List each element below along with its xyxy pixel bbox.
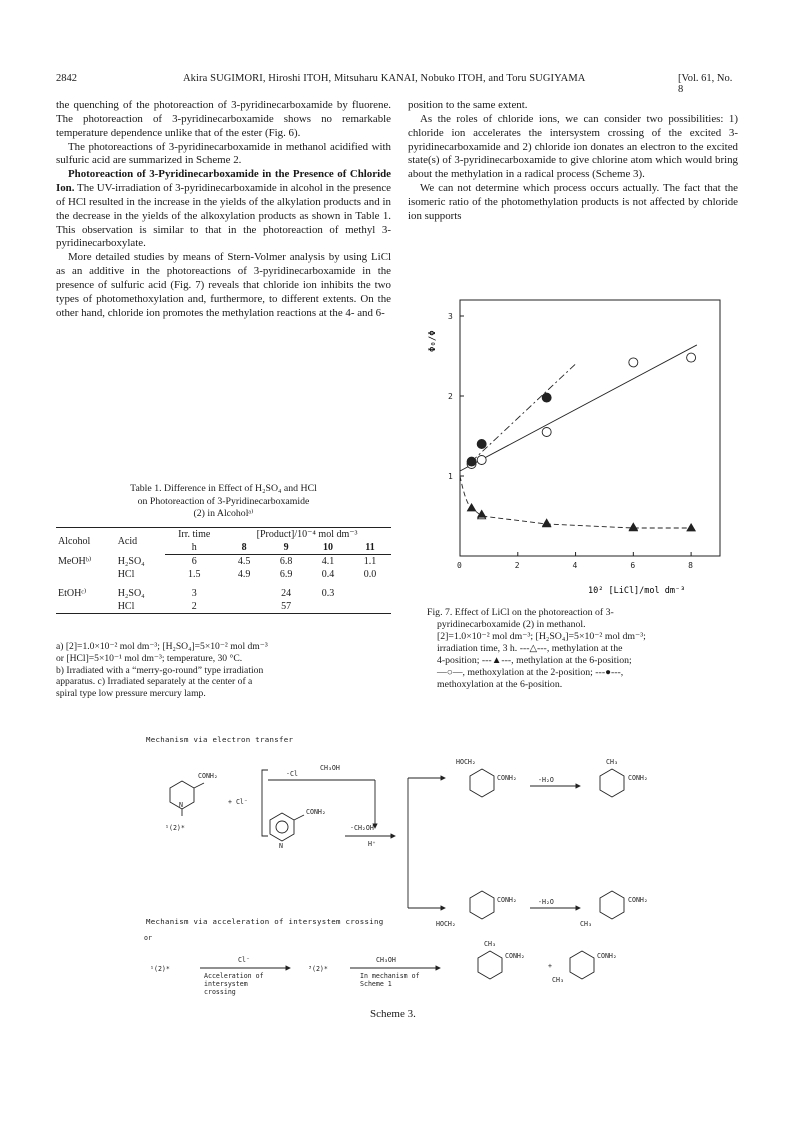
isc-note: Acceleration of <box>204 972 264 980</box>
table-cell: 0.3 <box>321 588 335 599</box>
product-pyridine-structure <box>478 951 502 979</box>
series-markers <box>467 353 696 531</box>
table-cell: 0.0 <box>363 569 377 580</box>
paragraph: We can not determine which process occurs actually. The fact that the isomeric ratio of the photomethylation products is not affected by chloride ion supports <box>408 182 738 222</box>
scheme-caption: Scheme 3. <box>370 1008 416 1020</box>
table-footnotes <box>56 641 391 700</box>
data-point <box>629 523 637 530</box>
paragraph: the quenching of the photoreaction of 3-pyridinecarboxamide by fluorene. The photoreaction of 3-pyridinecarboxamide shows no remarkable temperature dependence unlike that of the ester (Fig. 6). <box>56 99 391 139</box>
x-tick-label: 4 <box>572 561 578 570</box>
paragraph: As the roles of chloride ions, we can consider two possibilities: 1) chloride ion accelerates the intersystem crossing of the excited 3-pyridinecarboxamide and 2) chloride ion donates an electron to the excited state(s) of 3-pyridinecarboxamide to give chlorine atom which would bring about the methylation in a radical process (Scheme 3). <box>408 112 738 181</box>
x-tick-label: 2 <box>514 561 520 570</box>
bond-line <box>194 783 204 788</box>
scheme-heading: Mechanism via electron transfer <box>146 735 294 744</box>
table-row <box>56 581 391 600</box>
dihydropyridine-structure <box>470 769 494 797</box>
table-cell <box>349 581 391 600</box>
scheme1-note: In mechanism of <box>360 972 420 980</box>
data-point <box>477 440 486 449</box>
conh2-label: CONH₂ <box>497 896 517 904</box>
table-cell: 1.5 <box>187 569 201 580</box>
product-pyridine-structure <box>570 951 594 979</box>
table-cell: 6.8 <box>279 556 293 567</box>
data-table <box>56 527 391 614</box>
data-point <box>687 353 696 362</box>
conh2-label: CONH₂ <box>597 952 617 960</box>
series-line <box>472 364 576 462</box>
paragraph-body: The UV-irradiation of 3-pyridinecarboxamide in alcohol in the presence of HCl resulted in the increase in the yields of the alkylation products and in the decrease in the yields of the alkoxylation products as shown in Table 1. This observation is similar to that in the photoreaction of methyl 3-pyridinecarboxylate. <box>56 182 391 250</box>
column-header: [Product]/10⁻⁴ mol dm⁻³ <box>223 528 391 542</box>
table-cell <box>223 600 265 614</box>
table-cell: HCl <box>117 569 135 580</box>
figure-caption <box>427 607 727 691</box>
table-cell: HCl <box>116 600 166 614</box>
compound-label: ¹(2)* <box>165 824 185 832</box>
isc-note: intersystem <box>204 980 248 988</box>
table-header-row <box>56 528 391 542</box>
table-cell: 2 <box>165 600 223 614</box>
hydroxymethyl-radical-label: ·CH₂OH <box>350 824 374 832</box>
scheme1-note: Scheme 1 <box>360 980 392 988</box>
table-cell: 0.4 <box>321 569 335 580</box>
right-column <box>408 99 738 224</box>
series-line <box>460 476 691 528</box>
water-loss-label: -H₂O <box>538 898 554 906</box>
product-pyridine-structure <box>600 769 624 797</box>
compound-label: ³(2)* <box>308 965 328 973</box>
y-tick-label: 1 <box>448 472 453 481</box>
data-point <box>543 519 551 526</box>
x-tick-label: 8 <box>688 561 693 570</box>
table-cell: 3 <box>191 588 197 599</box>
figure-7-chart <box>420 290 730 600</box>
data-point <box>542 393 551 402</box>
conh2-label: CONH₂ <box>306 808 326 816</box>
nitrogen-label: N <box>279 842 283 850</box>
table-cell: H₂SO₄ <box>117 555 145 567</box>
table-cell: H₂SO₄ <box>117 588 145 599</box>
cl-radical-label: ·Cl <box>286 770 298 778</box>
x-tick-label: 0 <box>457 561 462 570</box>
table-cell <box>56 568 116 581</box>
data-point <box>467 457 476 466</box>
column-subheader: h <box>165 541 223 555</box>
chloride-label: Cl⁻ <box>238 956 250 964</box>
paragraph: position to the same extent. <box>408 99 528 111</box>
figure-caption-line: irradiation time, 3 h. ---△---, methylation at the <box>437 643 623 654</box>
footnote-line: b) Irradiated with a “merry-go-round” type irradiation <box>56 664 264 676</box>
table-caption <box>56 483 391 521</box>
figure-caption-line: Fig. 7. Effect of LiCl on the photoreaction of 3- <box>427 607 614 618</box>
methanol-label: CH₃OH <box>320 764 340 772</box>
compound-label: ¹(2)* <box>150 965 170 973</box>
table-cell: 57 <box>265 600 307 614</box>
dihydropyridine-structure <box>470 891 494 919</box>
table-row <box>56 568 391 581</box>
footnote-line: or [HCl]=5×10⁻¹ mol dm⁻³; temperature, 30 °C. <box>56 652 243 664</box>
table-cell: 4.5 <box>237 556 251 567</box>
table-row <box>56 555 391 569</box>
figure-caption-line: —○—, methoxylation at the 2-position; ---●---, <box>437 667 624 678</box>
conh2-label: CONH₂ <box>198 772 218 780</box>
figure-caption-line: pyridinecarboxamide (2) in methanol. <box>437 619 586 630</box>
methyl-label: CH₃ <box>606 758 618 766</box>
or-label: or <box>144 934 152 942</box>
scheme-heading: Mechanism via acceleration of intersystem crossing <box>146 917 384 926</box>
series-line <box>460 345 697 471</box>
y-axis-label: Φ₀/Φ <box>428 330 438 352</box>
bracket <box>262 770 268 836</box>
data-point <box>468 504 476 511</box>
data-point <box>687 524 695 531</box>
table-cell: MeOHᵇ⁾ <box>58 555 92 567</box>
x-axis-label: 10² [LiCl]/mol dm⁻³ <box>588 586 686 596</box>
bond-line <box>294 815 304 820</box>
methyl-label: CH₃ <box>552 976 564 984</box>
footnote-line: apparatus. c) Irradiated separately at the center of a <box>56 676 253 688</box>
methyl-label: CH₃ <box>484 940 496 948</box>
figure-caption-line: methoxylation at the 6-position. <box>437 679 563 690</box>
y-tick-label: 3 <box>448 312 453 321</box>
series-lines <box>460 345 697 528</box>
radical-dot <box>276 821 288 833</box>
left-column <box>56 99 391 321</box>
methanol-label: CH₃OH <box>376 956 396 964</box>
header-authors: Akira SUGIMORI, Hiroshi ITOH, Mitsuharu KANAI, Nobuko ITOH, and Toru SUGIYAMA <box>183 73 586 84</box>
table-cell <box>349 600 391 614</box>
data-point <box>629 358 638 367</box>
water-loss-label: -H₂O <box>538 776 554 784</box>
footnote-line: a) [2]=1.0×10⁻² mol dm⁻³; [H₂SO₄]=5×10⁻² mol dm⁻³ <box>56 641 268 652</box>
figure-caption-line: 4-position; ---▲---, methylation at the 6-position; <box>437 655 632 666</box>
data-point <box>542 428 551 437</box>
section-paragraph <box>56 168 391 251</box>
table-row <box>56 600 391 614</box>
plus-sign: + <box>548 962 552 970</box>
column-header: Acid <box>116 528 166 555</box>
proton-label: H⁺ <box>368 840 376 848</box>
data-point <box>477 456 486 465</box>
column-header: Irr. time <box>165 528 223 542</box>
paragraph: More detailed studies by means of Stern-Volmer analysis by using LiCl as an additive in the photoreactions of 3-pyridinecarboxamide in the presence of sulfuric acid (Fig. 7) reveals that chloride ion inhibits the two types of photomethoxylation and, furthermore, to different extents. On the other hand, chloride ion promotes the methylation reactions at the 4- and 6- <box>56 251 391 319</box>
paragraph: The photoreactions of 3-pyridinecarboxamide in methanol acidified with sulfuric acid are summarized in Scheme 2. <box>56 140 391 167</box>
header-volume: [Vol. 61, No. 8 <box>678 73 733 95</box>
hoch2-label: HOCH₂ <box>456 758 476 766</box>
product-pyridine-structure <box>600 891 624 919</box>
table-caption-line: Table 1. Difference in Effect of H₂SO₄ and HCl <box>130 483 317 494</box>
table-cell: EtOHᶜ⁾ <box>58 588 87 599</box>
page-number: 2842 <box>56 73 77 84</box>
footnote-line: spiral type low pressure mercury lamp. <box>56 688 206 700</box>
table-cell <box>307 600 349 614</box>
isc-note: crossing <box>204 988 236 996</box>
table-cell <box>56 600 116 614</box>
conh2-label: CONH₂ <box>505 952 525 960</box>
table-caption-line: (2) in Alcoholᵃ⁾ <box>193 508 254 519</box>
table-cell: 24 <box>281 588 292 599</box>
hoch2-label: HOCH₂ <box>436 920 456 928</box>
scheme-3-diagram <box>140 748 730 998</box>
x-tick-label: 6 <box>630 561 636 570</box>
methyl-label: CH₃ <box>580 920 592 928</box>
table-cell <box>223 581 265 600</box>
table-cell: 1.1 <box>363 556 377 567</box>
plot-frame <box>460 300 720 556</box>
conh2-label: CONH₂ <box>628 896 648 904</box>
figure-caption-line: [2]=1.0×10⁻² mol dm⁻³; [H₂SO₄]=5×10⁻² mol dm⁻³; <box>437 631 646 642</box>
pyridinyl-radical-structure <box>270 813 294 841</box>
column-header: Alcohol <box>56 528 116 555</box>
table-cell: 6 <box>191 556 197 567</box>
table-cell: 4.1 <box>321 556 335 567</box>
column-subheader: 10 <box>307 541 349 555</box>
column-subheader: 9 <box>265 541 307 555</box>
chloride-label: + Cl⁻ <box>228 798 248 806</box>
y-tick-label: 2 <box>448 392 453 401</box>
table-cell: 6.9 <box>279 569 293 580</box>
conh2-label: CONH₂ <box>628 774 648 782</box>
column-subheader: 8 <box>223 541 265 555</box>
table-caption-line: on Photoreaction of 3-Pyridinecarboxamide <box>137 495 310 507</box>
nitrogen-label: N <box>179 801 183 809</box>
column-subheader: 11 <box>349 541 391 555</box>
section-heading: Photoreaction of 3-Pyridinecarboxamide in the Presence of Chloride Ion. <box>56 168 391 195</box>
table-cell: 4.9 <box>237 569 251 580</box>
conh2-label: CONH₂ <box>497 774 517 782</box>
